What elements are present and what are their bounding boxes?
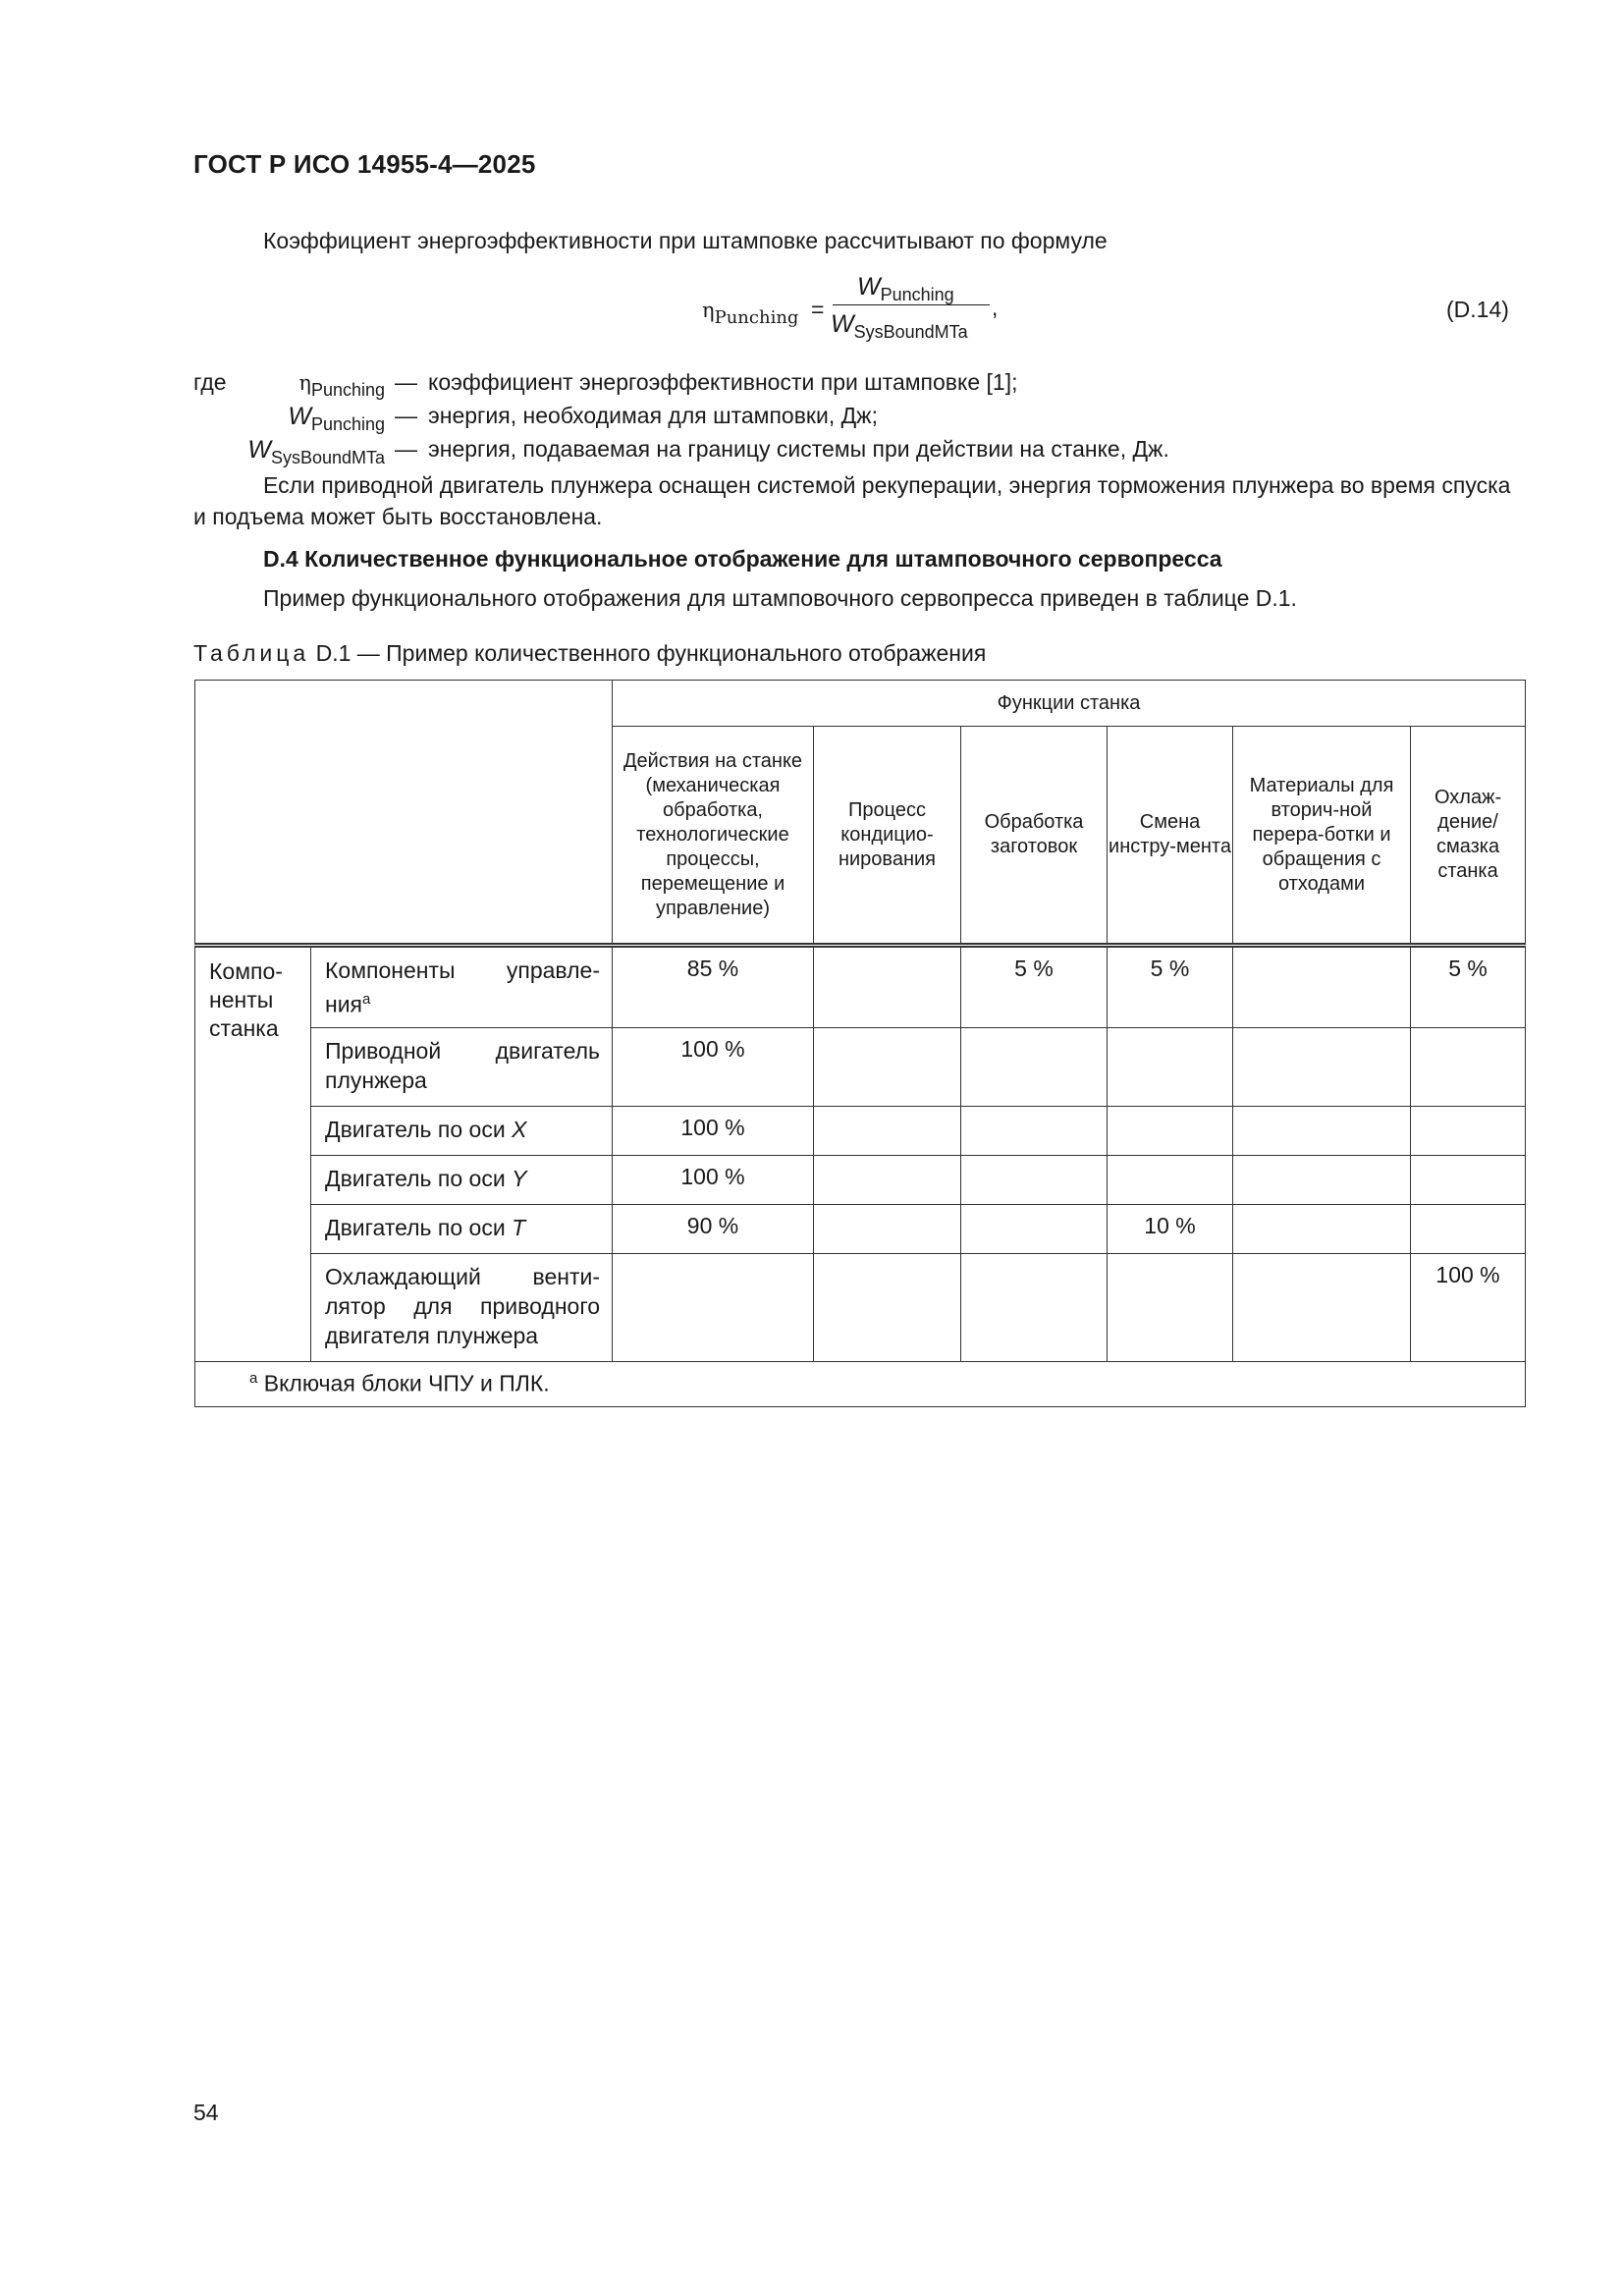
where-item: $W_{SysBoundMTa}$ — энергия, подаваемая на границу системы при действии на станке, Дж. bbox=[0, 436, 1623, 467]
table-row bbox=[195, 1106, 1526, 1155]
value-cell: 100 % bbox=[613, 1027, 814, 1106]
section-text: Пример функционального отображения для штамповочного сервопресса приведен в таблице D.1. bbox=[263, 585, 1297, 611]
row-label: Двигатель по оси T bbox=[311, 1204, 613, 1253]
value-cell bbox=[814, 946, 961, 1028]
page-number: 54 bbox=[193, 2100, 219, 2125]
table-caption: Таблица D.1 — Пример количественного функционального отображения bbox=[193, 640, 987, 666]
value-cell: 100 % bbox=[613, 1106, 814, 1155]
where-definition: энергия, необходимая для штамповки, Дж; bbox=[428, 403, 878, 428]
value-cell bbox=[961, 1204, 1108, 1253]
value-cell: 100 % bbox=[613, 1155, 814, 1204]
column-header: Действия на станке (механическая обработка, технологические процессы, перемещение и управление) bbox=[613, 727, 814, 946]
where-item: $W_{Punching}$ — энергия, необходимая для штамповки, Дж; bbox=[0, 403, 1623, 434]
value-cell bbox=[1233, 1106, 1411, 1155]
column-header: Охлаж-дение/ смазка станка bbox=[1411, 727, 1526, 946]
value-cell bbox=[814, 1253, 961, 1361]
value-cell: 100 % bbox=[1411, 1253, 1526, 1361]
value-cell: 85 % bbox=[613, 946, 814, 1028]
intro-text: Коэффициент энергоэффективности при штамповке рассчитывают по формуле bbox=[263, 228, 1108, 253]
fraction-bar bbox=[833, 304, 990, 305]
table-row bbox=[195, 1204, 1526, 1253]
where-label: где bbox=[193, 369, 227, 395]
recuperation-paragraph: Если приводной двигатель плунжера оснащен системой рекуперации, энергия торможения плунжера во время спуска и подъема может быть восстановлена. bbox=[193, 472, 1511, 529]
formula-numerator: $W_{Punching}$ bbox=[857, 273, 954, 304]
formula-number: (D.14) bbox=[1446, 297, 1509, 322]
table-row bbox=[195, 1027, 1526, 1106]
column-header: Смена инстру-мента bbox=[1108, 727, 1233, 946]
value-cell bbox=[1108, 1155, 1233, 1204]
value-cell bbox=[961, 1106, 1108, 1155]
value-cell: 10 % bbox=[1108, 1204, 1233, 1253]
value-cell bbox=[1233, 1253, 1411, 1361]
value-cell bbox=[961, 1253, 1108, 1361]
row-label: Двигатель по оси X bbox=[311, 1106, 613, 1155]
value-cell bbox=[814, 1106, 961, 1155]
value-cell bbox=[961, 1155, 1108, 1204]
value-cell bbox=[613, 1253, 814, 1361]
value-cell: 5 % bbox=[1108, 946, 1233, 1028]
table-footnote: $^a$ Включая блоки ЧПУ и ПЛК. bbox=[195, 1361, 1526, 1407]
value-cell bbox=[1108, 1253, 1233, 1361]
value-cell: 5 % bbox=[1411, 946, 1526, 1028]
row-label: Охлаждающий венти-лятор для приводного двигателя плунжера bbox=[311, 1253, 613, 1361]
table-row bbox=[195, 1155, 1526, 1204]
row-label: Приводной двигатель плунжера bbox=[311, 1027, 613, 1106]
value-cell bbox=[1233, 1155, 1411, 1204]
where-symbol: $W_{Punching}$ bbox=[288, 403, 385, 434]
formula-lhs: ηPunching bbox=[702, 299, 799, 328]
functional-mapping-table bbox=[194, 680, 1526, 1407]
value-cell: 5 % bbox=[961, 946, 1108, 1028]
value-cell bbox=[814, 1027, 961, 1106]
where-item: где $\eta_{Punching}$ — коэффициент энергоэффективности при штамповке [1]; bbox=[0, 369, 1623, 401]
value-cell bbox=[1233, 946, 1411, 1028]
value-cell bbox=[1108, 1106, 1233, 1155]
formula-comma: , bbox=[992, 295, 999, 320]
value-cell bbox=[1411, 1155, 1526, 1204]
formula-d14 bbox=[0, 273, 1623, 352]
value-cell bbox=[1411, 1106, 1526, 1155]
group-label: Компо-ненты станка bbox=[195, 946, 311, 1362]
row-label: Двигатель по оси Y bbox=[311, 1155, 613, 1204]
document-header: ГОСТ Р ИСО 14955-4—2025 bbox=[193, 149, 536, 179]
column-header: Материалы для вторич-ной перера-ботки и обращения с отходами bbox=[1233, 727, 1411, 946]
where-symbol: $\eta_{Punching}$ bbox=[298, 371, 385, 400]
value-cell bbox=[814, 1155, 961, 1204]
formula-denominator: $W_{SysBoundMTa}$ bbox=[831, 310, 968, 342]
table-corner-cell bbox=[195, 681, 613, 946]
row-label: Компоненты управле-ния$^a$ bbox=[311, 946, 613, 1028]
functions-header: Функции станка bbox=[613, 681, 1526, 727]
value-cell bbox=[961, 1027, 1108, 1106]
section-heading: D.4 Количественное функциональное отображение для штамповочного сервопресса bbox=[263, 546, 1222, 572]
value-cell bbox=[1233, 1027, 1411, 1106]
formula-equals: = bbox=[811, 297, 825, 322]
where-definition: энергия, подаваемая на границу системы при действии на станке, Дж. bbox=[428, 436, 1169, 462]
value-cell: 90 % bbox=[613, 1204, 814, 1253]
value-cell bbox=[1233, 1204, 1411, 1253]
value-cell bbox=[1108, 1027, 1233, 1106]
table-row bbox=[195, 946, 1526, 1028]
column-header: Процесс кондицио-нирования bbox=[814, 727, 961, 946]
value-cell bbox=[814, 1204, 961, 1253]
where-symbol: $W_{SysBoundMTa}$ bbox=[247, 436, 385, 467]
value-cell bbox=[1411, 1204, 1526, 1253]
column-header: Обработка заготовок bbox=[961, 727, 1108, 946]
value-cell bbox=[1411, 1027, 1526, 1106]
where-definition: коэффициент энергоэффективности при штамповке [1]; bbox=[428, 369, 1018, 395]
table-row bbox=[195, 1253, 1526, 1361]
